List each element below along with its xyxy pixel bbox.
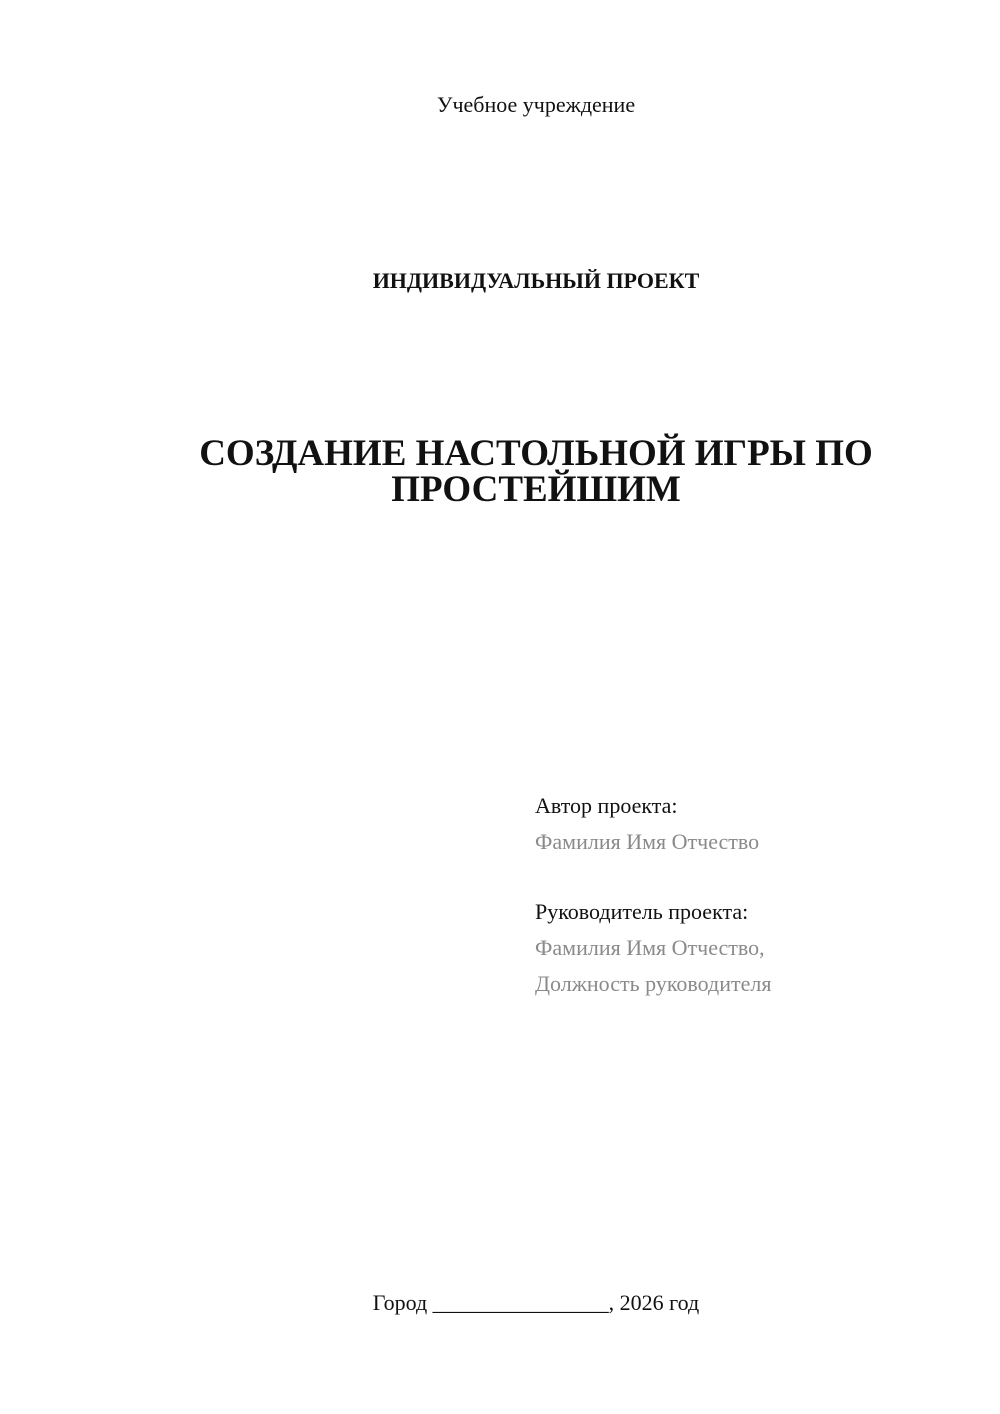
author-label: Автор проекта: [535,793,678,818]
project-title-line-2: ПРОСТЕЙШИМ [391,469,681,510]
supervisor-name: Фамилия Имя Отчество, [535,935,765,960]
project-title-line-1: СОЗДАНИЕ НАСТОЛЬНОЙ ИГРЫ ПО [199,433,873,474]
project-info-block [535,788,771,1002]
city-year-footer: Город ________________, 2026 год [372,1290,700,1315]
supervisor-label: Руководитель проекта: [535,899,749,924]
author-name: Фамилия Имя Отчество [535,829,760,854]
supervisor-position: Должность руководителя [535,971,772,996]
info-spacer [535,860,771,894]
project-type-heading: ИНДИВИДУАЛЬНЫЙ ПРОЕКТ [372,268,700,293]
project-title [0,433,1000,510]
institution-name: Учебное учреждение [436,92,636,117]
